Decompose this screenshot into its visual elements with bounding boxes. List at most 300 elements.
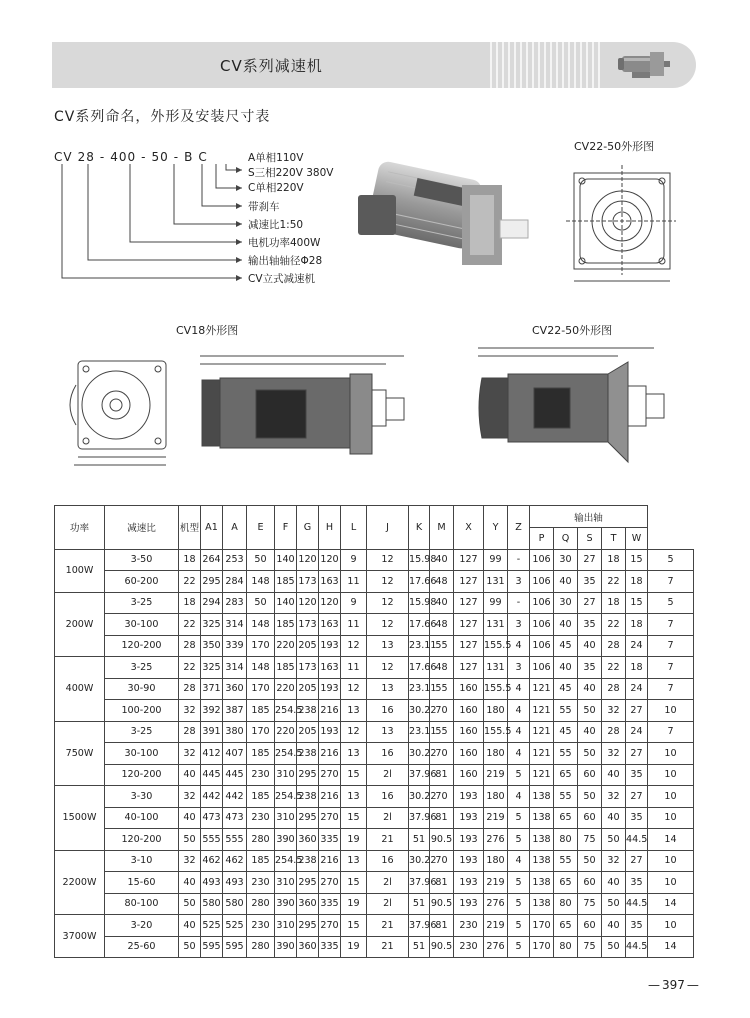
- table-cell: 32: [179, 743, 201, 765]
- table-cell: 21: [367, 829, 409, 851]
- table-cell: 138: [530, 850, 554, 872]
- table-cell: 185: [247, 743, 275, 765]
- power-cell: 200W: [55, 592, 105, 657]
- table-cell: 270: [319, 764, 341, 786]
- header-cell: H: [319, 506, 341, 550]
- table-cell: 4: [508, 721, 530, 743]
- table-cell: 14: [648, 936, 694, 958]
- table-cell: 230: [454, 915, 484, 937]
- table-cell: 13: [367, 678, 409, 700]
- table-cell: 70: [430, 700, 454, 722]
- table-cell: 28: [179, 678, 201, 700]
- table-cell: 380: [223, 721, 247, 743]
- table-row: [55, 549, 694, 571]
- table-cell: 185: [275, 614, 297, 636]
- table-cell: 70: [430, 786, 454, 808]
- table-cell: 276: [484, 893, 508, 915]
- table-cell: 50: [602, 936, 626, 958]
- table-cell: 219: [484, 915, 508, 937]
- table-cell: 276: [484, 829, 508, 851]
- table-cell: 185: [247, 786, 275, 808]
- table-cell: 11: [341, 614, 367, 636]
- table-cell: 40: [602, 807, 626, 829]
- table-cell: 18: [602, 549, 626, 571]
- table-cell: 121: [530, 678, 554, 700]
- table-cell: 12: [367, 549, 409, 571]
- table-cell: 120: [319, 592, 341, 614]
- table-cell: 5: [648, 549, 694, 571]
- table-cell: 4: [508, 786, 530, 808]
- table-cell: 4: [508, 743, 530, 765]
- table-cell: 30: [554, 592, 578, 614]
- table-cell: 390: [275, 893, 297, 915]
- table-cell: 170: [247, 721, 275, 743]
- table-cell: 60: [578, 915, 602, 937]
- table-cell: 35: [578, 614, 602, 636]
- table-cell: 280: [247, 893, 275, 915]
- table-cell: 50: [179, 829, 201, 851]
- table-cell: 35: [626, 872, 648, 894]
- table-cell: 360: [297, 829, 319, 851]
- table-cell: 55: [554, 743, 578, 765]
- page-number: — 397 —: [648, 978, 699, 992]
- table-cell: 180: [484, 850, 508, 872]
- table-cell: 193: [454, 850, 484, 872]
- table-cell: 12: [367, 657, 409, 679]
- table-cell: 99: [484, 549, 508, 571]
- table-cell: 219: [484, 764, 508, 786]
- table-cell: 18: [626, 657, 648, 679]
- table-cell: 16: [367, 786, 409, 808]
- table-cell: 17.66: [409, 614, 430, 636]
- table-cell: 230: [247, 915, 275, 937]
- table-cell: 170: [530, 936, 554, 958]
- table-cell: 173: [297, 614, 319, 636]
- table-cell: 185: [275, 571, 297, 593]
- table-cell: 230: [454, 936, 484, 958]
- legend-item: S三相220V 380V: [248, 167, 334, 179]
- table-cell: 295: [201, 571, 223, 593]
- table-cell: 230: [247, 872, 275, 894]
- spec-table: [54, 505, 694, 958]
- table-cell: 65: [554, 915, 578, 937]
- table-cell: 219: [484, 872, 508, 894]
- table-cell: 80: [554, 829, 578, 851]
- table-cell: 473: [201, 807, 223, 829]
- table-cell: 391: [201, 721, 223, 743]
- table-cell: 37.96: [409, 915, 430, 937]
- table-cell: 30: [554, 549, 578, 571]
- table-cell: 390: [275, 936, 297, 958]
- table-cell: 10: [648, 915, 694, 937]
- table-cell: 27: [626, 850, 648, 872]
- code-leader-lines: [54, 160, 254, 285]
- table-cell: 51: [409, 893, 430, 915]
- ratio-cell: 3-20: [105, 915, 179, 937]
- table-cell: 44.5: [626, 893, 648, 915]
- header-cell: F: [275, 506, 297, 550]
- table-cell: 65: [554, 807, 578, 829]
- table-cell: 170: [247, 635, 275, 657]
- code-part: 50: [151, 150, 169, 164]
- table-cell: 442: [223, 786, 247, 808]
- table-cell: 50: [578, 786, 602, 808]
- table-cell: 220: [275, 678, 297, 700]
- table-row: [55, 571, 694, 593]
- table-cell: 40: [179, 872, 201, 894]
- legend-item: C单相220V: [248, 182, 304, 194]
- table-cell: 9: [341, 592, 367, 614]
- header-cell: T: [602, 528, 626, 550]
- table-cell: 127: [454, 657, 484, 679]
- table-cell: 81: [430, 915, 454, 937]
- table-cell: 185: [275, 657, 297, 679]
- table-cell: 30.22: [409, 786, 430, 808]
- table-cell: 180: [484, 700, 508, 722]
- table-cell: 65: [554, 872, 578, 894]
- table-cell: 40: [578, 678, 602, 700]
- table-cell: 50: [247, 592, 275, 614]
- header-cell: 功率: [55, 506, 105, 550]
- table-cell: 173: [297, 571, 319, 593]
- table-cell: 55: [554, 786, 578, 808]
- table-cell: 5: [508, 764, 530, 786]
- table-cell: 44.5: [626, 829, 648, 851]
- header-cell: Q: [554, 528, 578, 550]
- power-cell: 400W: [55, 657, 105, 722]
- table-row: [55, 872, 694, 894]
- table-cell: 445: [201, 764, 223, 786]
- table-cell: 15: [341, 872, 367, 894]
- table-cell: -: [508, 549, 530, 571]
- table-cell: 148: [247, 571, 275, 593]
- table-cell: 216: [319, 700, 341, 722]
- table-cell: 525: [223, 915, 247, 937]
- table-cell: 138: [530, 807, 554, 829]
- table-cell: 9: [341, 549, 367, 571]
- table-cell: 81: [430, 807, 454, 829]
- table-cell: 40: [602, 764, 626, 786]
- table-cell: 35: [578, 571, 602, 593]
- code-part: 400: [110, 150, 137, 164]
- table-cell: 50: [602, 893, 626, 915]
- table-cell: 163: [319, 614, 341, 636]
- table-cell: 121: [530, 743, 554, 765]
- table-cell: 13: [341, 700, 367, 722]
- code-part: B: [184, 150, 194, 164]
- table-cell: 295: [297, 764, 319, 786]
- table-cell: 106: [530, 657, 554, 679]
- table-cell: 412: [201, 743, 223, 765]
- table-cell: 45: [554, 678, 578, 700]
- header-cell: L: [341, 506, 367, 550]
- table-cell: 81: [430, 764, 454, 786]
- table-cell: 120: [319, 549, 341, 571]
- table-cell: 16: [367, 850, 409, 872]
- drawing-caption: CV22-50外形图: [574, 140, 655, 153]
- table-cell: 325: [201, 614, 223, 636]
- table-cell: 12: [367, 614, 409, 636]
- table-cell: 121: [530, 721, 554, 743]
- table-cell: 23.11: [409, 678, 430, 700]
- table-cell: 55: [430, 721, 454, 743]
- table-cell: 4: [508, 678, 530, 700]
- table-cell: 120: [297, 549, 319, 571]
- table-cell: 462: [201, 850, 223, 872]
- power-cell: 2200W: [55, 850, 105, 915]
- table-cell: 45: [554, 635, 578, 657]
- table-cell: 193: [454, 807, 484, 829]
- table-cell: 16: [367, 743, 409, 765]
- table-cell: 180: [484, 786, 508, 808]
- table-cell: 19: [341, 829, 367, 851]
- table-cell: 30.22: [409, 850, 430, 872]
- table-cell: 18: [179, 549, 201, 571]
- table-cell: 121: [530, 764, 554, 786]
- table-cell: 90.5: [430, 893, 454, 915]
- table-cell: 106: [530, 549, 554, 571]
- ratio-cell: 40-100: [105, 807, 179, 829]
- drawing-caption: CV18外形图: [176, 324, 239, 337]
- table-cell: 2l: [367, 893, 409, 915]
- table-cell: 10: [648, 807, 694, 829]
- ratio-cell: 30-100: [105, 614, 179, 636]
- table-cell: 15: [341, 807, 367, 829]
- table-cell: 11: [341, 657, 367, 679]
- table-cell: 276: [484, 936, 508, 958]
- table-cell: 35: [578, 657, 602, 679]
- table-cell: 2l: [367, 807, 409, 829]
- table-cell: 493: [223, 872, 247, 894]
- table-cell: 371: [201, 678, 223, 700]
- table-cell: 205: [297, 721, 319, 743]
- table-cell: 75: [578, 893, 602, 915]
- table-cell: 30.22: [409, 700, 430, 722]
- table-cell: 35: [626, 807, 648, 829]
- table-cell: 15.98: [409, 592, 430, 614]
- table-cell: 22: [602, 571, 626, 593]
- table-cell: 270: [319, 807, 341, 829]
- table-cell: 4: [508, 635, 530, 657]
- table-cell: 335: [319, 893, 341, 915]
- table-cell: 24: [626, 721, 648, 743]
- legend-item: 减速比1:50: [248, 219, 304, 231]
- table-row: [55, 657, 694, 679]
- table-cell: 40: [179, 915, 201, 937]
- table-cell: 193: [454, 893, 484, 915]
- table-cell: 127: [454, 614, 484, 636]
- table-cell: 270: [319, 915, 341, 937]
- table-cell: 40: [602, 872, 626, 894]
- table-cell: 264: [201, 549, 223, 571]
- table-cell: 21: [367, 936, 409, 958]
- table-cell: 284: [223, 571, 247, 593]
- table-cell: 51: [409, 936, 430, 958]
- code-part: -: [99, 150, 106, 164]
- table-cell: 120: [297, 592, 319, 614]
- table-cell: 5: [508, 807, 530, 829]
- table-cell: 253: [223, 549, 247, 571]
- table-cell: 60: [578, 764, 602, 786]
- table-cell: 50: [578, 700, 602, 722]
- table-cell: 580: [223, 893, 247, 915]
- table-cell: 3: [508, 657, 530, 679]
- table-cell: 555: [201, 829, 223, 851]
- table-cell: 163: [319, 657, 341, 679]
- table-cell: 238: [297, 743, 319, 765]
- table-cell: 295: [297, 872, 319, 894]
- table-cell: 22: [602, 614, 626, 636]
- page-title: CV系列减速机: [220, 57, 323, 75]
- ratio-cell: 3-25: [105, 657, 179, 679]
- table-cell: 155.5: [484, 678, 508, 700]
- table-cell: 50: [247, 549, 275, 571]
- power-cell: 750W: [55, 721, 105, 786]
- table-cell: 99: [484, 592, 508, 614]
- table-row: [55, 700, 694, 722]
- table-cell: 180: [484, 743, 508, 765]
- table-row: [55, 829, 694, 851]
- table-cell: 106: [530, 592, 554, 614]
- table-cell: 2l: [367, 764, 409, 786]
- header-cell: 减速比: [105, 506, 179, 550]
- table-cell: 350: [201, 635, 223, 657]
- table-cell: 32: [602, 786, 626, 808]
- ratio-cell: 3-50: [105, 549, 179, 571]
- ratio-cell: 3-25: [105, 721, 179, 743]
- table-cell: 193: [454, 872, 484, 894]
- table-cell: 19: [341, 893, 367, 915]
- table-cell: 10: [648, 872, 694, 894]
- table-cell: 185: [247, 850, 275, 872]
- table-cell: 5: [508, 936, 530, 958]
- table-row: [55, 743, 694, 765]
- table-cell: 138: [530, 872, 554, 894]
- table-row: [55, 614, 694, 636]
- table-cell: 314: [223, 657, 247, 679]
- table-cell: 387: [223, 700, 247, 722]
- table-cell: 335: [319, 829, 341, 851]
- table-cell: 32: [179, 786, 201, 808]
- table-cell: 15: [341, 915, 367, 937]
- table-cell: 325: [201, 657, 223, 679]
- table-cell: 40: [578, 635, 602, 657]
- table-cell: 493: [201, 872, 223, 894]
- table-cell: 32: [602, 700, 626, 722]
- table-cell: 193: [454, 786, 484, 808]
- table-cell: 15: [626, 549, 648, 571]
- table-cell: 106: [530, 635, 554, 657]
- header-cell: Y: [484, 506, 508, 550]
- table-cell: 295: [297, 915, 319, 937]
- table-cell: 193: [319, 721, 341, 743]
- table-cell: 30.22: [409, 743, 430, 765]
- table-cell: 595: [223, 936, 247, 958]
- table-cell: 28: [602, 721, 626, 743]
- header-group-cell: 输出轴: [530, 506, 648, 528]
- table-cell: 4: [508, 700, 530, 722]
- table-cell: 12: [341, 635, 367, 657]
- table-cell: 28: [179, 721, 201, 743]
- table-cell: 148: [247, 657, 275, 679]
- table-cell: 160: [454, 721, 484, 743]
- header-cell: A: [223, 506, 247, 550]
- table-cell: 15: [341, 764, 367, 786]
- table-cell: 27: [626, 700, 648, 722]
- table-cell: 7: [648, 678, 694, 700]
- table-header-row: [55, 506, 694, 528]
- table-cell: 22: [179, 657, 201, 679]
- gear-motor-thumbnail-icon: [614, 42, 674, 88]
- ratio-cell: 30-100: [105, 743, 179, 765]
- table-cell: 12: [341, 721, 367, 743]
- table-cell: 193: [319, 635, 341, 657]
- header-cell: Z: [508, 506, 530, 550]
- power-cell: 1500W: [55, 786, 105, 851]
- table-cell: 40: [179, 764, 201, 786]
- ratio-cell: 30-90: [105, 678, 179, 700]
- table-cell: 310: [275, 764, 297, 786]
- table-row: [55, 635, 694, 657]
- code-part: -: [173, 150, 180, 164]
- table-cell: 32: [602, 743, 626, 765]
- table-cell: 127: [454, 571, 484, 593]
- ratio-cell: 100-200: [105, 700, 179, 722]
- table-cell: 254.5: [275, 700, 297, 722]
- table-cell: 13: [367, 635, 409, 657]
- table-cell: 314: [223, 614, 247, 636]
- table-cell: 40: [430, 592, 454, 614]
- table-cell: 40: [430, 549, 454, 571]
- table-cell: 310: [275, 872, 297, 894]
- table-cell: 170: [530, 915, 554, 937]
- table-cell: 60: [578, 807, 602, 829]
- table-cell: 16: [367, 700, 409, 722]
- table-cell: 40: [554, 571, 578, 593]
- table-cell: 10: [648, 786, 694, 808]
- table-cell: 140: [275, 549, 297, 571]
- table-cell: 15: [626, 592, 648, 614]
- table-cell: 28: [602, 678, 626, 700]
- table-cell: 50: [578, 850, 602, 872]
- table-cell: 360: [223, 678, 247, 700]
- table-cell: 28: [602, 635, 626, 657]
- table-cell: 595: [201, 936, 223, 958]
- table-cell: 294: [201, 592, 223, 614]
- table-cell: 238: [297, 850, 319, 872]
- table-cell: 55: [554, 700, 578, 722]
- table-cell: 22: [179, 571, 201, 593]
- table-cell: 22: [179, 614, 201, 636]
- ratio-cell: 15-60: [105, 872, 179, 894]
- table-cell: 80: [554, 893, 578, 915]
- table-cell: 75: [578, 829, 602, 851]
- ratio-cell: 3-25: [105, 592, 179, 614]
- table-cell: 55: [430, 635, 454, 657]
- table-cell: 216: [319, 743, 341, 765]
- table-cell: 173: [297, 657, 319, 679]
- table-row: [55, 786, 694, 808]
- table-row: [55, 807, 694, 829]
- table-cell: 5: [508, 893, 530, 915]
- table-cell: 160: [454, 700, 484, 722]
- table-cell: 254.5: [275, 850, 297, 872]
- table-cell: 23.11: [409, 635, 430, 657]
- table-cell: 220: [275, 721, 297, 743]
- power-cell: 3700W: [55, 915, 105, 958]
- table-row: [55, 764, 694, 786]
- table-cell: 7: [648, 614, 694, 636]
